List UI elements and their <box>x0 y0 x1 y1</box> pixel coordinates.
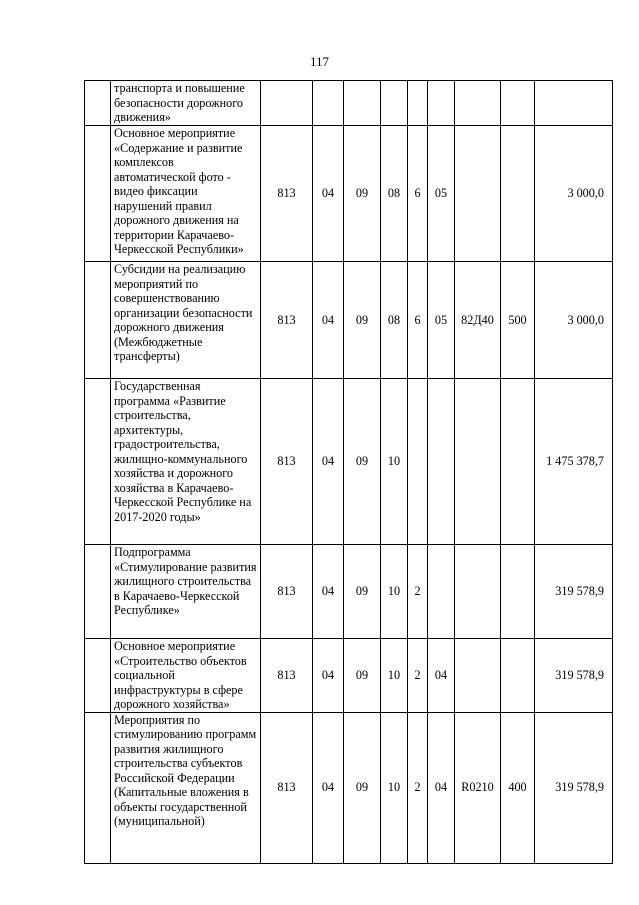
cell-event-code: 05 <box>428 126 455 262</box>
cell-subsection-code: 09 <box>344 712 381 863</box>
row-marker-cell <box>85 81 111 126</box>
cell-amount <box>535 81 613 126</box>
cell-direction-code <box>455 545 501 639</box>
cell-subprogram-code: 6 <box>408 262 428 379</box>
cell-section-code: 04 <box>313 545 344 639</box>
row-description: Основное мероприятие «Строительство объектов социальной инфраструктуры в сфере дорожного хозяйства» <box>111 639 261 713</box>
cell-subprogram-code <box>408 379 428 545</box>
cell-direction-code: R0210 <box>455 712 501 863</box>
cell-event-code: 05 <box>428 262 455 379</box>
cell-program-code: 08 <box>381 126 408 262</box>
cell-ministry-code: 813 <box>261 379 313 545</box>
row-description: Субсидии на реализацию мероприятий по совершенствованию организации безопасности дорожного движения (Межбюджетные трансферты) <box>111 262 261 379</box>
table-row <box>85 81 613 126</box>
cell-program-code: 10 <box>381 545 408 639</box>
cell-ministry-code: 813 <box>261 262 313 379</box>
row-description: Основное мероприятие «Содержание и развитие комплексов автоматической фото - видео фиксации нарушений правил дорожного движения на территории Карачаево-Черкесской Республики» <box>111 126 261 262</box>
table-row <box>85 379 613 545</box>
cell-event-code: 04 <box>428 712 455 863</box>
cell-expense-type-code: 400 <box>501 712 535 863</box>
cell-event-code <box>428 545 455 639</box>
cell-subprogram-code: 2 <box>408 545 428 639</box>
cell-section-code <box>313 81 344 126</box>
table-row <box>85 262 613 379</box>
row-marker-cell <box>85 545 111 639</box>
page-number: 117 <box>309 54 330 69</box>
table-row <box>85 545 613 639</box>
cell-expense-type-code <box>501 639 535 713</box>
cell-section-code: 04 <box>313 639 344 713</box>
cell-subsection-code: 09 <box>344 126 381 262</box>
cell-event-code <box>428 81 455 126</box>
cell-expense-type-code <box>501 81 535 126</box>
row-description: Мероприятия по стимулированию программ развития жилищного строительства субъектов Российской Федерации (Капитальные вложения в объекты государственной (муниципальной) <box>111 712 261 863</box>
row-description: Государственная программа «Развитие строительства, архитектуры, градостроительства, жилищно-коммунального хозяйства и дорожного хозяйства в Карачаево-Черкесской Республике на 2017-2020 годы» <box>111 379 261 545</box>
cell-direction-code <box>455 379 501 545</box>
cell-subprogram-code <box>408 81 428 126</box>
cell-subsection-code <box>344 81 381 126</box>
cell-expense-type-code <box>501 379 535 545</box>
table-row <box>85 126 613 262</box>
row-description: Подпрограмма «Стимулирование развития жилищного строительства в Карачаево-Черкесской Республике» <box>111 545 261 639</box>
cell-amount: 319 578,9 <box>535 545 613 639</box>
cell-subsection-code: 09 <box>344 545 381 639</box>
cell-section-code: 04 <box>313 379 344 545</box>
row-description: транспорта и повышение безопасности дорожного движения» <box>111 81 261 126</box>
cell-section-code: 04 <box>313 712 344 863</box>
row-marker-cell <box>85 712 111 863</box>
cell-ministry-code: 813 <box>261 126 313 262</box>
cell-program-code: 10 <box>381 639 408 713</box>
cell-event-code <box>428 379 455 545</box>
cell-amount: 1 475 378,7 <box>535 379 613 545</box>
cell-subsection-code: 09 <box>344 262 381 379</box>
cell-direction-code: 82Д40 <box>455 262 501 379</box>
cell-subsection-code: 09 <box>344 639 381 713</box>
cell-section-code: 04 <box>313 126 344 262</box>
row-marker-cell <box>85 379 111 545</box>
cell-subprogram-code: 2 <box>408 639 428 713</box>
cell-direction-code <box>455 81 501 126</box>
budget-table <box>84 80 613 864</box>
cell-subprogram-code: 6 <box>408 126 428 262</box>
cell-event-code: 04 <box>428 639 455 713</box>
cell-amount: 319 578,9 <box>535 712 613 863</box>
cell-amount: 3 000,0 <box>535 126 613 262</box>
table-row <box>85 639 613 713</box>
cell-program-code: 08 <box>381 262 408 379</box>
cell-program-code <box>381 81 408 126</box>
cell-direction-code <box>455 126 501 262</box>
cell-ministry-code: 813 <box>261 545 313 639</box>
cell-expense-type-code <box>501 126 535 262</box>
cell-direction-code <box>455 639 501 713</box>
row-marker-cell <box>85 126 111 262</box>
cell-amount: 319 578,9 <box>535 639 613 713</box>
cell-ministry-code: 813 <box>261 712 313 863</box>
cell-expense-type-code <box>501 545 535 639</box>
cell-subsection-code: 09 <box>344 379 381 545</box>
table-row <box>85 712 613 863</box>
cell-program-code: 10 <box>381 712 408 863</box>
row-marker-cell <box>85 262 111 379</box>
cell-ministry-code <box>261 81 313 126</box>
row-marker-cell <box>85 639 111 713</box>
cell-subprogram-code: 2 <box>408 712 428 863</box>
cell-expense-type-code: 500 <box>501 262 535 379</box>
cell-ministry-code: 813 <box>261 639 313 713</box>
cell-program-code: 10 <box>381 379 408 545</box>
cell-section-code: 04 <box>313 262 344 379</box>
cell-amount: 3 000,0 <box>535 262 613 379</box>
